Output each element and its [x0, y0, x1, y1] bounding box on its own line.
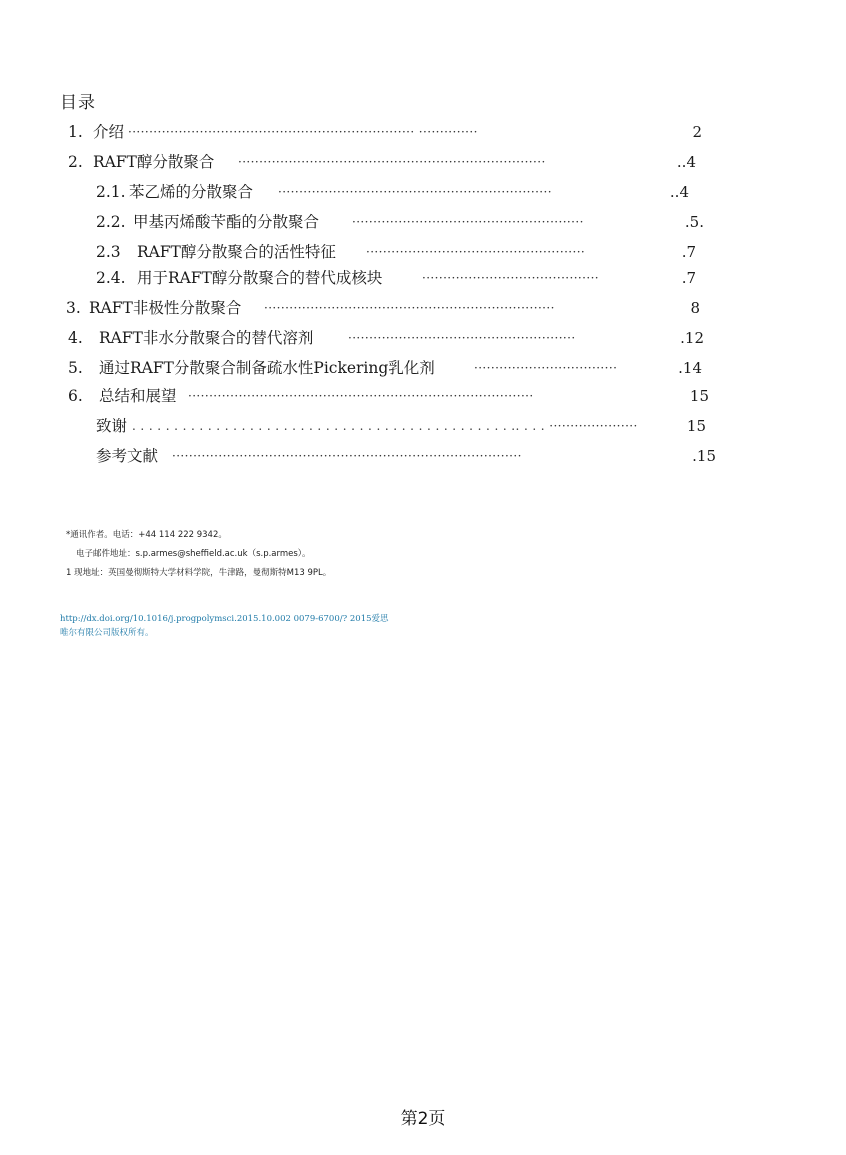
toc-leader-dots: ····································································· [264, 301, 555, 315]
toc-entry-number: 4. [68, 329, 83, 347]
toc-entry-title: 苯乙烯的分散聚合 [128, 183, 253, 201]
toc-entry-acknowledgements[interactable] [96, 415, 706, 437]
toc-entry-title: RAFT非极性分散聚合 [88, 299, 242, 317]
toc-entry-2-3[interactable] [96, 241, 696, 263]
footnote-corresponding-author: *通讯作者。电话：+44 114 222 9342。 [66, 530, 227, 540]
toc-entry-page: .12 [680, 329, 704, 347]
toc-entry-number: 6. [68, 387, 83, 405]
footnote-present-address: 1 现地址：英国曼彻斯特大学材料学院，牛津路，曼彻斯特M13 9PL。 [66, 568, 332, 578]
toc-entry-page: 15 [686, 417, 706, 435]
toc-entry-number: 2. [68, 153, 83, 171]
toc-entry-2-1[interactable] [96, 181, 689, 203]
toc-leader-dots: . . . . . . . . . . . . . . . . . . . . . . . . . . . . . . . . . . . . . . . . . . . . . .. . . . ····················· [132, 419, 638, 433]
toc-entry-title: RAFT醇分散聚合的活性特征 [136, 243, 336, 261]
toc-leader-dots: ································································· [278, 185, 552, 199]
page-number: 第2页 [400, 1109, 446, 1129]
toc-entry-title: 介绍 [92, 123, 124, 141]
toc-entry-page: 8 [690, 299, 700, 317]
toc-leader-dots: ·········································· [422, 271, 600, 285]
toc-leader-dots: ··················································································· [172, 449, 522, 463]
toc-entry-2[interactable] [68, 151, 696, 173]
toc-entry-2-4[interactable] [96, 267, 696, 289]
toc-entry-title: 通过RAFT分散聚合制备疏水性Pickering乳化剂 [98, 359, 435, 377]
toc-entry-number: 2.3 [96, 243, 121, 261]
toc-leader-dots: ···································································· ·············· [128, 125, 478, 139]
toc-entry-3[interactable] [66, 297, 700, 319]
copyright-line: 唯尔有限公司版权所有。 [60, 628, 154, 638]
toc-entry-number: 3. [66, 299, 81, 317]
toc-entry-4[interactable] [68, 327, 704, 349]
toc-entry-page: .7 [681, 269, 696, 287]
toc-entry-title: 用于RAFT醇分散聚合的替代成核块 [136, 269, 383, 287]
toc-entry-number: 2.1. [96, 183, 126, 201]
toc-entry-page: 15 [689, 387, 709, 405]
toc-entry-6[interactable] [68, 385, 709, 407]
toc-entry-title: 参考文献 [96, 447, 159, 465]
toc-leader-dots: ······················································ [348, 331, 576, 345]
toc-entry-page: .14 [678, 359, 702, 377]
toc-entry-references[interactable] [96, 445, 716, 467]
toc-leader-dots: ········································································· [238, 155, 546, 169]
footnotes [66, 526, 331, 583]
toc-leader-dots: ·················································································· [188, 389, 534, 403]
toc-entry-title: 总结和展望 [98, 387, 177, 405]
toc-entry-title: 甲基丙烯酸苄酯的分散聚合 [132, 213, 319, 231]
doi-block [60, 612, 400, 640]
toc-leader-dots: ······················································· [352, 215, 584, 229]
toc-leader-dots: ·································· [474, 361, 618, 375]
toc-entry-2-2[interactable] [96, 211, 704, 233]
toc-entry-1[interactable] [68, 121, 702, 143]
toc-entry-number: 5. [68, 359, 83, 377]
toc-entry-page: ..4 [676, 153, 696, 171]
toc-entry-number: 2.2. [96, 213, 126, 231]
toc-heading: 目录 [60, 93, 96, 113]
toc-entry-page: 2 [692, 123, 702, 141]
toc-leader-dots: ···················································· [366, 245, 586, 259]
footnote-email: 电子邮件地址：s.p.armes@sheffield.ac.uk（s.p.armes）。 [76, 549, 311, 559]
toc-entry-page: .15 [692, 447, 716, 465]
toc-entry-number: 2.4. [96, 269, 126, 287]
toc-entry-title: RAFT醇分散聚合 [92, 153, 215, 171]
toc-entry-page: ..4 [669, 183, 689, 201]
toc-entry-title: 致谢 [96, 417, 128, 435]
toc-entry-page: .7 [681, 243, 696, 261]
toc-entry-5[interactable] [68, 357, 702, 379]
doi-link[interactable]: http://dx.doi.org/10.1016/j.progpolymsci.2015.10.002 0079-6700/? 2015爱思 [60, 614, 389, 624]
toc-entry-title: RAFT非水分散聚合的替代溶剂 [98, 329, 314, 347]
toc-entry-number: 1. [68, 123, 83, 141]
toc-entry-page: .5. [684, 213, 704, 231]
